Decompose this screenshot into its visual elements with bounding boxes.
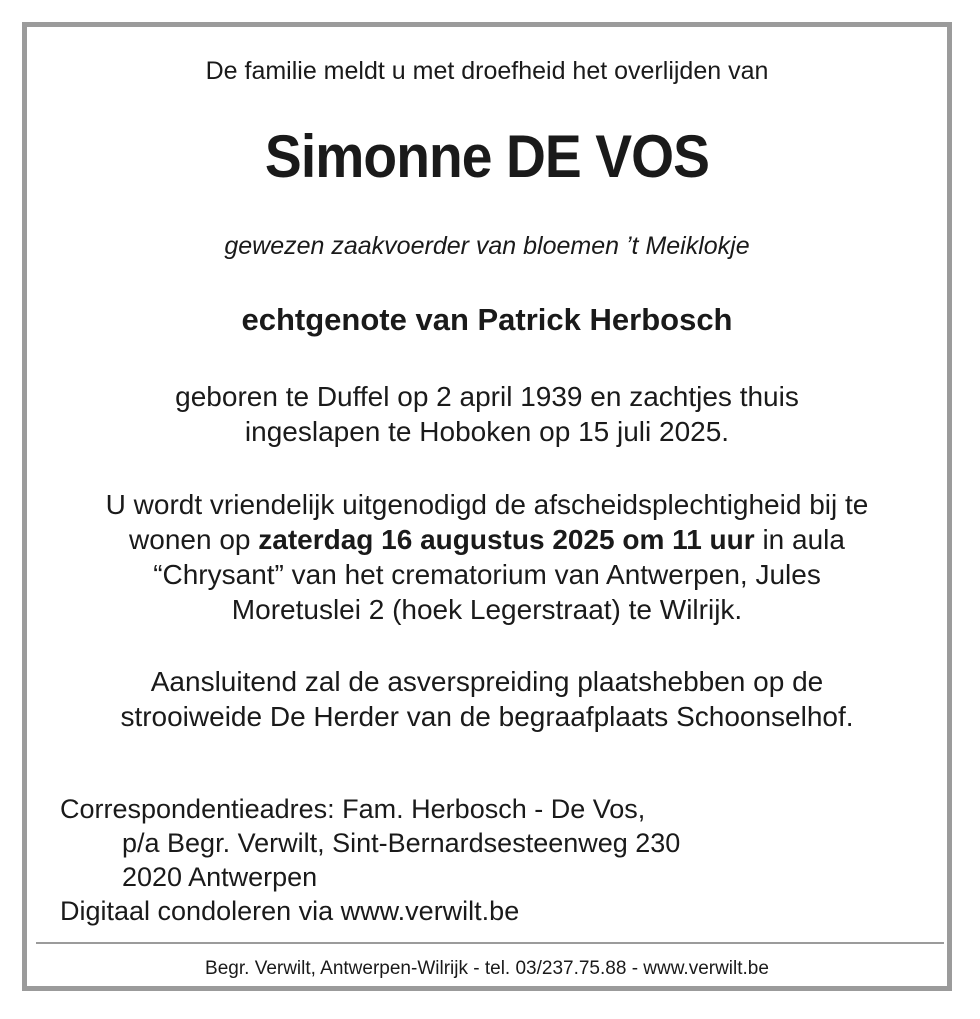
invite-line-4: Moretuslei 2 (hoek Legerstraat) te Wilrijk. [231, 594, 743, 625]
invite-line-1: U wordt vriendelijk uitgenodigd de afscheidsplechtigheid bij te [105, 489, 869, 520]
scatter-line-2: strooiweide De Herder van de begraafplaats Schoonselhof. [120, 701, 854, 732]
invite-line-2 [27, 522, 947, 557]
birth-line-2: ingeslapen te Hoboken op 15 juli 2025. [244, 416, 730, 447]
funeral-home-footer: Begr. Verwilt, Antwerpen-Wilrijk - tel. 03/237.75.88 - www.verwilt.be [205, 958, 769, 979]
condolence-link[interactable]: Digitaal condoleren via www.verwilt.be [60, 896, 520, 926]
correspondence-line-3: 2020 Antwerpen [122, 862, 318, 892]
ceremony-invitation [27, 487, 947, 627]
birth-death-paragraph [27, 379, 947, 449]
invite-line-2-post: in aula [754, 524, 845, 555]
footer-divider [36, 942, 944, 944]
invite-line-3: “Chrysant” van het crematorium van Antwerpen, Jules [153, 559, 821, 590]
correspondence-block [60, 792, 680, 928]
death-notice [22, 22, 952, 991]
scatter-line-1: Aansluitend zal de asverspreiding plaatshebben op de [150, 666, 824, 697]
correspondence-line-2: p/a Begr. Verwilt, Sint-Bernardsesteenweg 230 [122, 828, 681, 858]
ceremony-date-time: zaterdag 16 augustus 2025 om 11 uur [258, 524, 755, 555]
spouse-text: echtgenote van Patrick Herbosch [241, 302, 733, 337]
occupation-text: gewezen zaakvoerder van bloemen ’t Meiklokje [224, 232, 750, 260]
invite-line-2-pre: wonen op [129, 524, 259, 555]
ash-scattering-paragraph [27, 664, 947, 734]
deceased-name: Simonne DE VOS [264, 123, 710, 190]
correspondence-line-1: Correspondentieadres: Fam. Herbosch - De Vos, [60, 794, 646, 824]
intro-text: De familie meldt u met droefheid het overlijden van [205, 57, 769, 85]
birth-line-1: geboren te Duffel op 2 april 1939 en zachtjes thuis [175, 381, 799, 412]
